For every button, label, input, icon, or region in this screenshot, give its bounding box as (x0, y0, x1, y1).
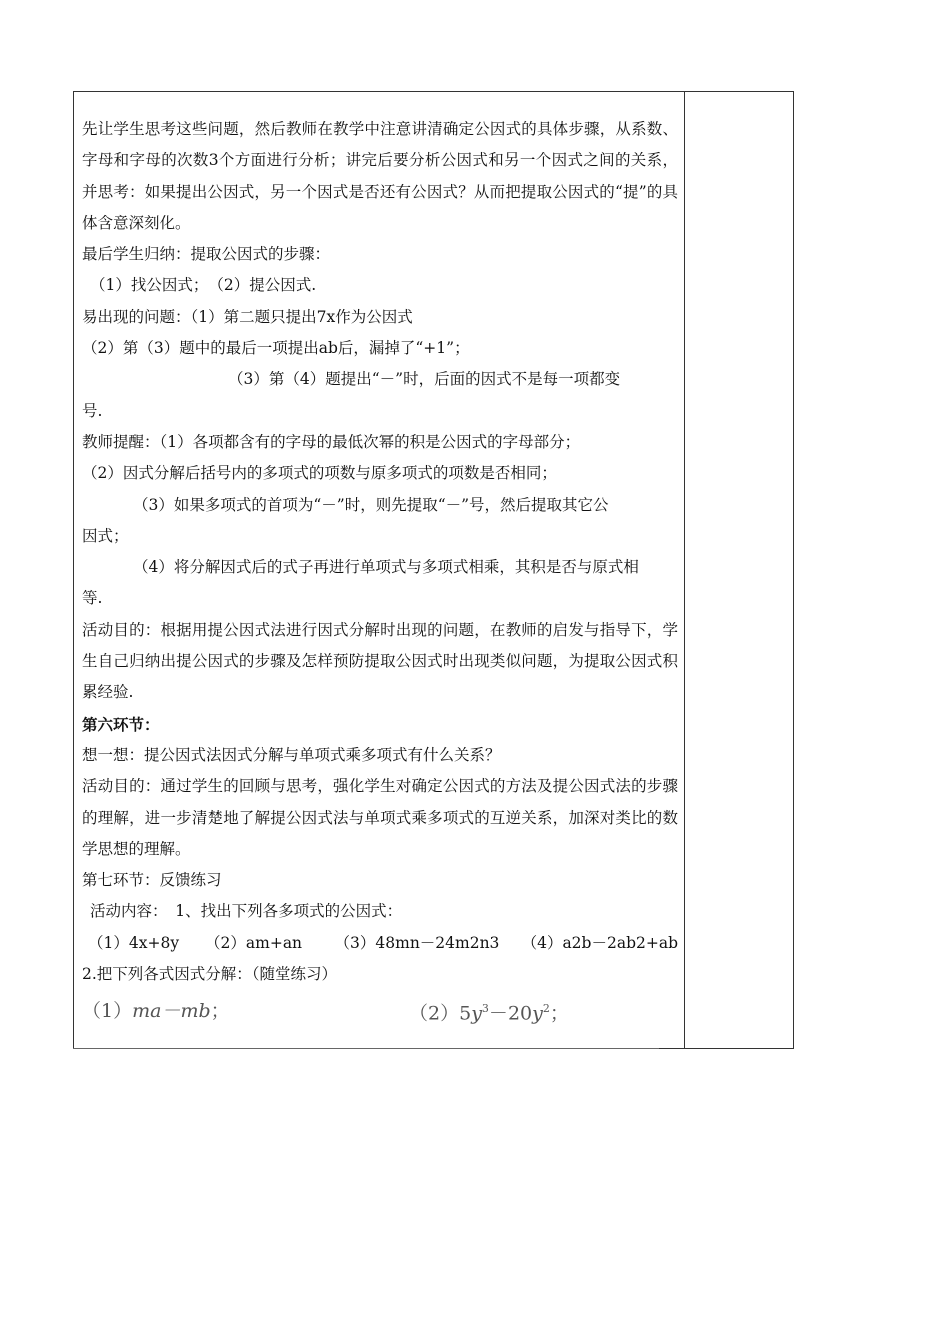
paragraph-think: 想一想：提公因式法因式分解与单项式乘多项式有什么关系？ (82, 745, 501, 764)
section-heading-6: 第六环节： (82, 714, 160, 734)
paragraph-steps: （1）找公因式； （2）提公因式. (90, 276, 317, 295)
paragraph-issue-2: （2）第（3）题中的最后一项提出ab后，漏掉了“+1”； (82, 339, 470, 358)
lesson-content (82, 114, 678, 1030)
paragraph-activity-goal-1: 活动目的：根据用提公因式法进行因式分解时出现的问题，在教师的启发与指导下，学生自己归纳出提公因式的步骤及怎样预防提取公因式时出现类似问题，为提取公因式积累经验. (82, 620, 678, 702)
paragraph-tip-3: （3）如果多项式的首项为“－”时，则先提取“－”号，然后提取其它公 (133, 495, 609, 514)
paragraph-tip-3-end: 因式； (82, 526, 129, 545)
exercise-list (82, 928, 678, 959)
paragraph-tip-2: （2）因式分解后括号内的多项式的项数与原多项式的项数是否相同； (82, 464, 557, 483)
paragraph-summary: 最后学生归纳：提取公因式的步骤： (82, 245, 331, 264)
math-expression-2: $(2)5y^3-20y^2$； (409, 1002, 569, 1025)
table-bottom-rule (73, 1048, 659, 1049)
paragraph-issue-3-end: 号. (82, 401, 103, 420)
paragraph-intro: 先让学生思考这些问题，然后教师在教学中注意讲清确定公因式的具体步骤，从系数、字母和字母的次数3个方面进行分析；讲完后要分析公因式和另一个因式之间的关系，并思考：如果提出公因式，另一个因式是否还有公因式？从而把提取公因式的“提”的具体含意深刻化。 (82, 120, 678, 232)
paragraph-teacher-tip: 教师提醒：（1）各项都含有的字母的最低次幂的积是公因式的字母部分； (82, 432, 581, 451)
paragraph-activity-goal-2: 活动目的：通过学生的回顾与思考，强化学生对确定公因式的方法及提公因式法的步骤的理解，进一步清楚地了解提公因式法与单项式乘多项式的互逆关系，加深对类比的数学思想的理解。 (82, 777, 678, 858)
math-expression-1: （1）ma－mb； (82, 999, 230, 1022)
table-column-divider (684, 91, 685, 1049)
section-heading-7: 第七环节：反馈练习 (82, 871, 222, 890)
exercise-item: （3）48mn－24m2n3 (334, 933, 500, 952)
paragraph-issues: 易出现的问题：（1）第二题只提出7x作为公因式 (82, 307, 413, 326)
paragraph-activity-content: 活动内容： 1、找出下列各多项式的公因式： (90, 902, 403, 921)
math-expressions (82, 993, 678, 1030)
exercise-item: （2）am+an (205, 933, 303, 952)
paragraph-tip-4-end: 等. (82, 589, 103, 608)
exercise-item: （1）4x+8y (88, 933, 180, 952)
paragraph-issue-3: （3）第（4）题提出“－”时，后面的因式不是每一项都变 (228, 370, 621, 389)
paragraph-factor-task: 2.把下列各式因式分解：（随堂练习） (82, 965, 338, 984)
paragraph-tip-4: （4）将分解因式后的式子再进行单项式与多项式相乘，其积是否与原式相 (133, 558, 639, 577)
exercise-item: （4）a2b－2ab2+ab (521, 933, 679, 952)
